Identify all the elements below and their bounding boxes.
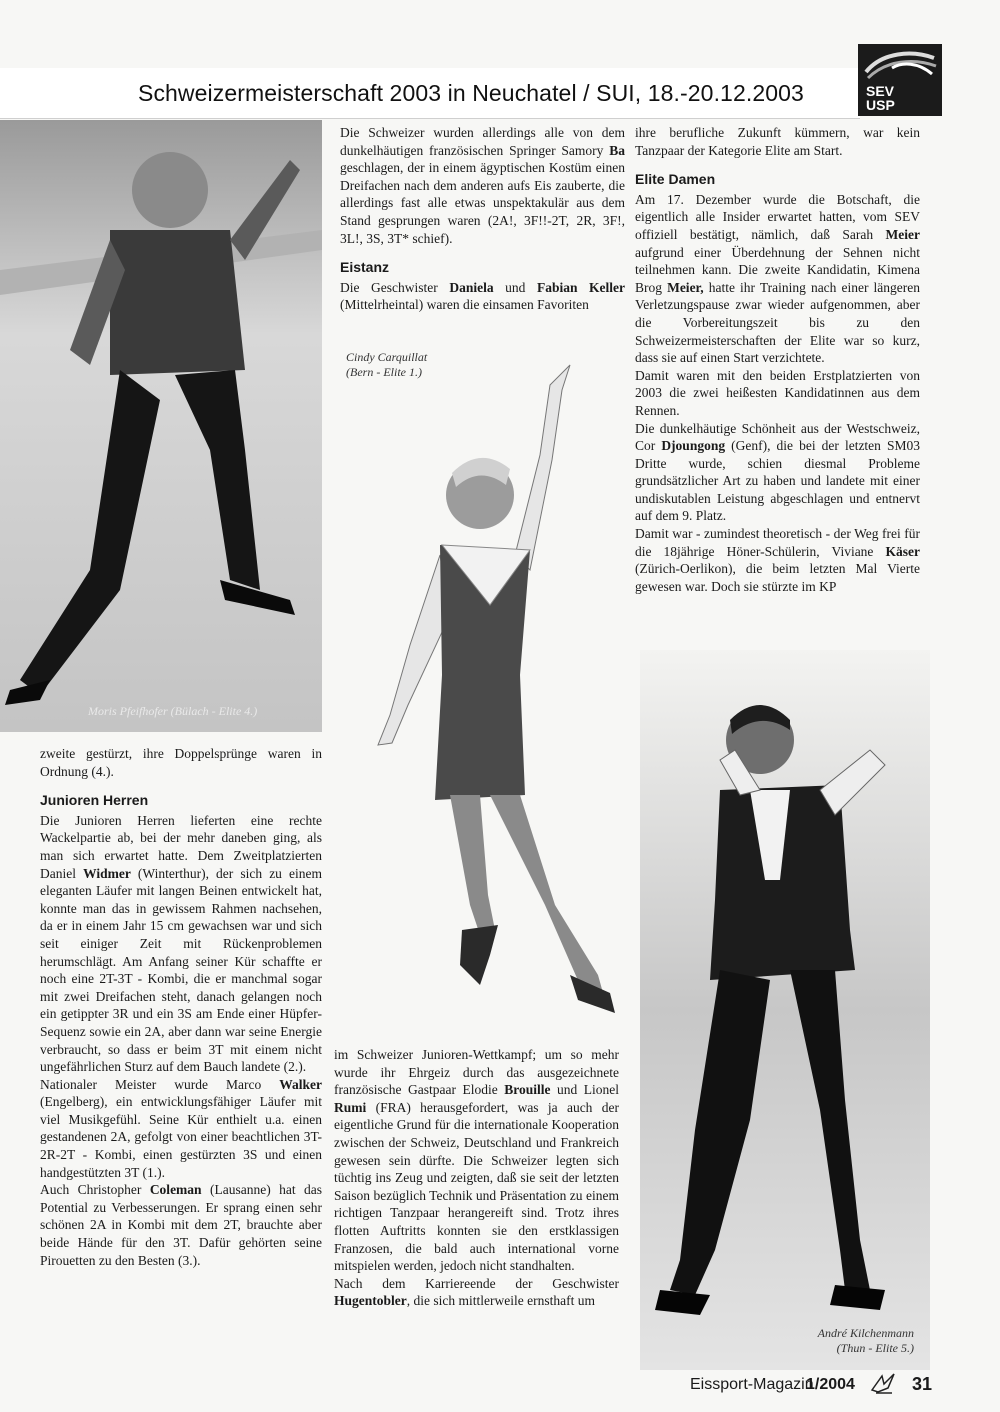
- paragraph: Nach dem Karriereende der Geschwister Hugentobler, die sich mittlerweile ernsthaft um: [334, 1275, 619, 1309]
- section-heading-junioren-herren: Junioren Herren: [40, 792, 149, 809]
- paragraph: Die Schweizer wurden allerdings alle von dem dunkelhäutigen französischen Springer Samory Ba geschlagen, der in einem ägyptischen Kostüm einen Dreifachen nach dem anderen aufs Eis zauberte, die allerdings fast alle etwas unspektakulär aus dem Stand gesprungen waren (2A!, 3F!!-2T, 2R, 3F!, 3L!, 3S, 3T* schief).: [340, 125, 625, 246]
- bird-logo-icon: [870, 1372, 896, 1394]
- issue-number: 1/2004: [806, 1376, 855, 1393]
- sev-usp-logo: [858, 44, 942, 116]
- page-number: 31: [912, 1374, 933, 1394]
- paragraph: Die dunkelhäutige Schönheit aus der Westschweiz, Cor Djoungong (Genf), die bei der letzten SM03 Dritte wurde, schien diesmal Probleme grundsätzlicher Art zu haben und landete mit einer undiskutablen Leistung abgeschlagen und entnervt auf dem 9. Platz.: [635, 420, 920, 524]
- swoosh-logo-icon: [862, 48, 938, 84]
- paragraph: zweite gestürzt, ihre Doppelsprünge waren in Ordnung (4.).: [40, 746, 322, 779]
- caption-name: Cindy Carquillat: [346, 350, 428, 364]
- section-heading-elite-damen: Elite Damen: [635, 171, 716, 188]
- caption-name: André Kilchenmann: [817, 1326, 914, 1340]
- section-heading-eistanz: Eistanz: [340, 259, 390, 276]
- column-middle-bottom: [334, 1046, 619, 1310]
- paragraph: Damit war - zumindest theoretisch - der Weg frei für die 18jährige Höner-Schülerin, Viviane Käser (Zürich-Oerlikon), die beim letzten Mal Vierte gewesen war. Doch sie stürzte im KP: [635, 526, 920, 594]
- logo-usp: USP: [866, 97, 895, 113]
- caption-photo-2: [346, 350, 427, 380]
- photo-cindy-carquillat: [330, 345, 630, 1035]
- caption-photo-3: [790, 1326, 914, 1356]
- paragraph: ihre berufliche Zukunft kümmern, war kein Tanzpaar der Kategorie Elite am Start.: [635, 125, 920, 158]
- paragraph: Damit waren mit den beiden Erstplatzierten von 2003 die zwei heißesten Kandidatinnen aus dem Rennen.: [635, 367, 920, 418]
- photo-andre-kilchenmann: [640, 650, 930, 1370]
- caption-photo-1: Moris Pfeifhofer (Bülach - Elite 4.): [88, 704, 258, 718]
- column-right: [635, 124, 920, 595]
- paragraph: Die Junioren Herren lieferten eine rechte Wackelpartie ab, bei der mehr daneben ging, als man sich erwartet hatte. Dem Zweitplatzierten Daniel Widmer (Winterthur), der sich zu einem eleganten Läufer mit langen Beinen entwickelt hat, konnte man das in gewissem Rahmen nachsehen, da er in einem Jahr 15 cm gewachsen war und sich seit einiger Zeit mit Rückenproblemen herumschlägt. Am Anfang seiner Kür schaffte er noch eine 2T-3T - Kombi, die er manchmal sogar mit zwei Dreifachen steht, danach gelangen noch ein getippter 3R und ein 3S am Ende einer Hüpfer-Sequenz sowie ein 2A, aber dann war seine Energie verbraucht, so dass er beim 3T mit einem nicht ungefährlichen Sturz auf dem Bauch landete (2.).: [40, 812, 322, 1075]
- magazine-name: Eissport-Magazin: [690, 1376, 814, 1393]
- caption-detail: (Bern - Elite 1.): [346, 365, 422, 379]
- column-left: [40, 745, 322, 1269]
- photo-moris-pfeifhofer: [0, 120, 322, 732]
- paragraph: Nationaler Meister wurde Marco Walker (Engelberg), ein entwicklungsfähiger Läufer mit viel Musikgefühl. Seine Kür enthielt u.a. einen gestandenen 2A, gefolgt von einer beachtlichen 3T-2R-2T - Kombi, einen gestürzten 3S und einen handgestützten 3T (1.).: [40, 1076, 322, 1180]
- column-middle-top: [340, 124, 625, 314]
- paragraph: Am 17. Dezember wurde die Botschaft, die eigentlich alle Insider erwartet hatten, vom SEV offiziell bestätigt, nämlich, daß Sarah Meier aufgrund einer Überdehnung der Sehnen nicht teilnehmen kann. Die zweite Kandidatin, Kimena Brog Meier, hatte ihr Training nach einer längeren Verletzungspause zwar wieder aufgenommen, aber die Vorbereitungszeit bis zu den Schweizermeisterschaften der Elite war so kurz, dass sie auf einen Start verzichtete.: [635, 191, 921, 366]
- page-title: Schweizermeisterschaft 2003 in Neuchatel / SUI, 18.-20.12.2003: [138, 80, 804, 106]
- logo-sev: SEV: [866, 83, 895, 99]
- paragraph: im Schweizer Junioren-Wettkampf; um so mehr wurde ihr Ehrgeiz durch das ausgezeichnete französische Gastpaar Elodie Brouille und Lionel Rumi (FRA) herausgefordert, was ja auch der eigentliche Grund für die internationale Kooperation zwischen der Schweiz, Deutschland und Frankreich gewesen sein dürfte. Die Schweizer legten sich tüchtig ins Zeug und zeigten, daß sie seit der letzten Saison bezüglich Technik und Präsentation zu einem richtigen Tanzpaar herangereift sind. Trotz ihres flotten Auftritts konnten sie den erstklassigen Franzosen, die bald auch international vorne mitspielen werden, jedoch nicht standhalten.: [334, 1047, 619, 1274]
- paragraph: Die Geschwister Daniela und Fabian Keller (Mittelrheintal) waren die einsamen Favoriten: [340, 279, 625, 313]
- paragraph: Auch Christopher Coleman (Lausanne) hat das Potential zu Verbesserungen. Er sprang einen sehr schönen 2A in Kombi mit dem 2T, brauchte aber beide Hände für den 3T. Dafür gehörten seine Pirouetten zu den Besten (3.).: [40, 1182, 322, 1268]
- caption-detail: (Thun - Elite 5.): [836, 1341, 914, 1355]
